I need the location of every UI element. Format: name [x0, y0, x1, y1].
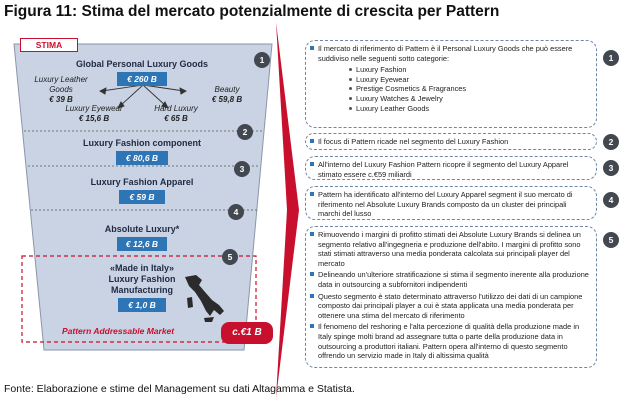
note-number-2: 2	[603, 134, 619, 150]
made-in-italy-value: € 1,0 B	[118, 298, 166, 312]
figure-title: Figura 11: Stima del mercato potenzialmente di crescita per Pattern	[4, 3, 500, 20]
note-number-4: 4	[603, 192, 619, 208]
global-value: € 260 B	[117, 72, 167, 86]
fashion-apparel-value: € 59 B	[119, 190, 165, 204]
note-box-3	[305, 156, 597, 180]
made-in-italy-label: «Made in Italy» Luxury Fashion Manufacturing	[108, 263, 176, 295]
note-box-1	[305, 40, 597, 128]
global-label: Global Personal Luxury Goods	[75, 59, 209, 69]
note-1-item: Luxury Eyewear	[356, 75, 590, 85]
note-2-text: Il focus di Pattern ricade nel segmento del Luxury Fashion	[318, 137, 590, 147]
step-number-3: 3	[234, 161, 250, 177]
note-1-intro: Il mercato di riferimento di Pattern è il Personal Luxury Goods che può essere suddiviso nelle seguenti sotto categorie:	[318, 44, 590, 63]
note-1-list	[356, 65, 590, 113]
stima-label: STIMA	[20, 38, 78, 52]
fashion-apparel-label: Luxury Fashion Apparel	[90, 177, 194, 187]
note-box-4	[305, 186, 597, 220]
pam-label: Pattern Addressable Market	[62, 326, 175, 336]
note-1-item: Luxury Watches & Jewelry	[356, 94, 590, 104]
sardinia-map	[187, 297, 193, 308]
note-1-item: Prestige Cosmetics & Fragrances	[356, 84, 590, 94]
beauty-sub: Beauty € 59,8 B	[211, 85, 243, 104]
note-5-text: Rimuovendo i margini di profitto stimati dei Absolute Luxury Brands si delinea un segmento relativo all'ingegneria e produzione dell'abito. I margini di profitto sono stati stimati attraverso una media ponderata calcolata sui principali player del mercato	[318, 230, 590, 268]
note-1-item: Luxury Leather Goods	[356, 104, 590, 114]
note-number-3: 3	[603, 160, 619, 176]
note-number-5: 5	[603, 232, 619, 248]
step-number-5: 5	[222, 249, 238, 265]
note-3-text: All'interno del Luxury Fashion Pattern ricopre il segmento del Luxury Apparel stimato essere c.€59 miliardi	[318, 160, 590, 179]
step-number-1: 1	[254, 52, 270, 68]
note-1-item: Luxury Fashion	[356, 65, 590, 75]
source-note: Fonte: Elaborazione e stime del Management su dati Altagamma e Statista.	[4, 383, 355, 395]
step-number-2: 2	[237, 124, 253, 140]
eyewear-sub: Luxury Eyewear € 15,6 B	[65, 104, 123, 123]
note-5-text: Questo segmento è stato determinato attraverso l'utilizzo dei dati di un campione composto dai principali player a cui è stata applicata una media ponderata per ottenere una stima del mercato di riferimento	[318, 292, 590, 321]
fashion-component-label: Luxury Fashion component	[82, 138, 201, 148]
hardluxury-sub: Hard Luxury € 65 B	[154, 104, 198, 123]
note-box-5	[305, 226, 597, 368]
note-5-text: Il fenomeno del reshoring e l'alta percezione di qualità della produzione made in Italy spinge molti brand ad assegnare tutta o parte della produzione data in outsourcing a produttori italiani. Pattern opera all'interno di questo segmento offrendo un servizio made in Italy di altissima qualità	[318, 322, 590, 360]
absolute-label: Absolute Luxury*	[104, 224, 180, 234]
note-4-text: Pattern ha identificato all'interno del Luxury Apparel segment il suo mercato di riferimento nel Absolute Luxury Brands composto da un cluster dei principali marchi del lusso	[318, 190, 590, 219]
note-number-1: 1	[603, 50, 619, 66]
note-5-text: Delineando un'ulteriore stratificazione si stima il segmento inerente alla produzione data in outsourcing a subfornitori indipendenti	[318, 270, 589, 289]
fashion-component-value: € 80,6 B	[116, 151, 168, 165]
pam-value-badge: c.€1 B	[221, 322, 273, 344]
note-box-2	[305, 133, 597, 150]
absolute-value: € 12,6 B	[117, 237, 167, 251]
step-number-4: 4	[228, 204, 244, 220]
leather-sub: Luxury Leather Goods € 39 B	[34, 75, 88, 104]
red-chevron	[276, 22, 299, 398]
